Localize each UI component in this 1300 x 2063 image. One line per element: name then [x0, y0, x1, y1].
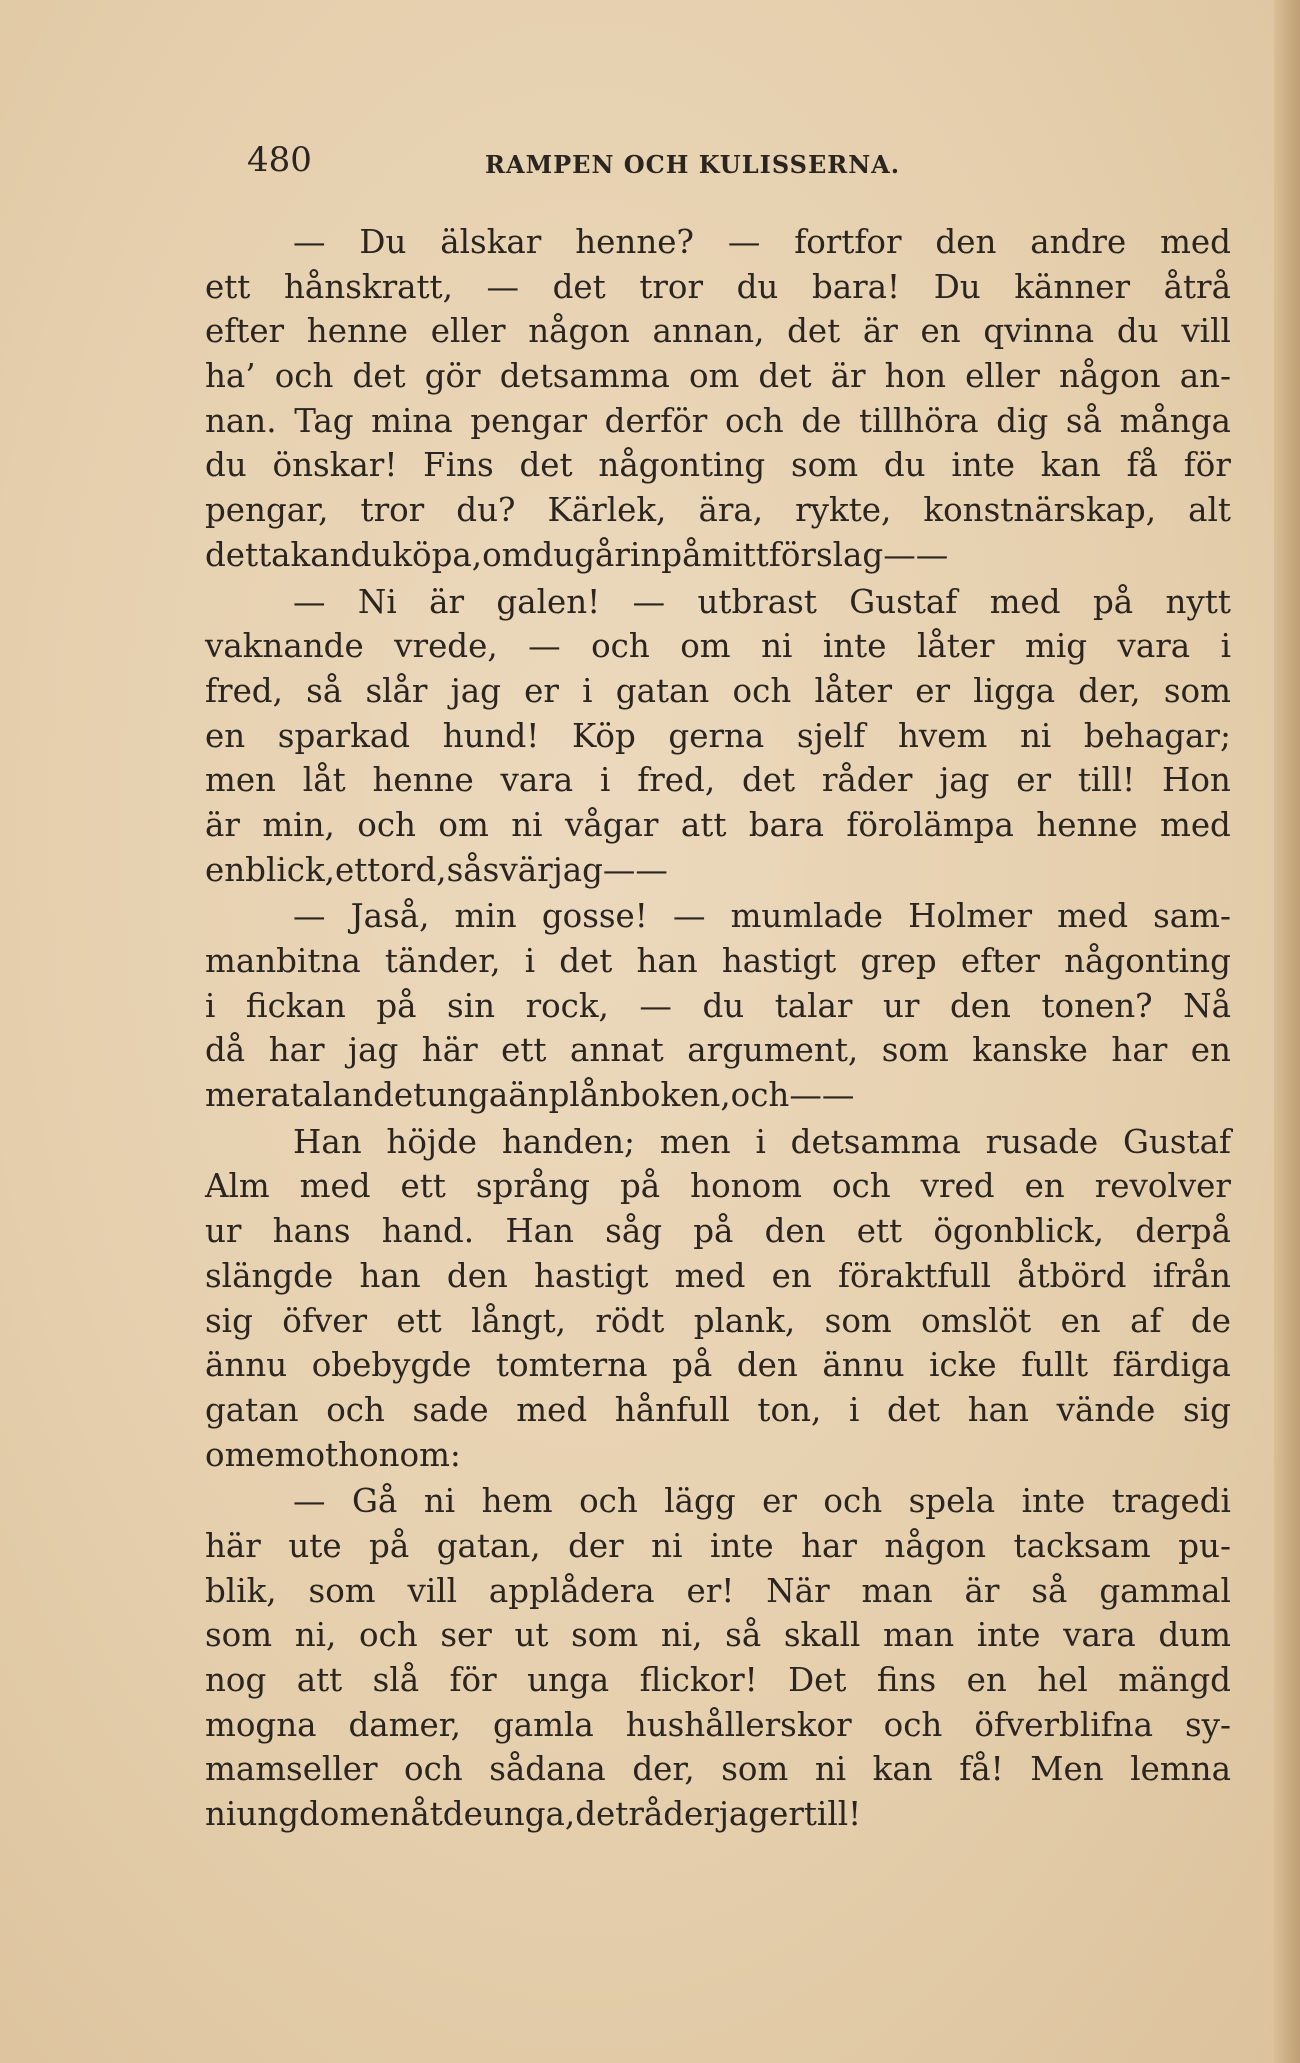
text-line: detta kan du köpa, om du går in på mitt förslag — — [205, 535, 949, 574]
paragraph [205, 894, 1231, 1117]
text-line: en blick, ett ord, så svär jag — — [205, 850, 668, 889]
text-line: i fickan på sin rock, — du talar ur den tonen? Nå [205, 986, 1231, 1025]
text-line: här ute på gatan, der ni inte har någon tacksam pu- [205, 1526, 1231, 1565]
text-line: Han höjde handen; men i detsamma rusade Gustaf [293, 1122, 1231, 1161]
text-line: men låt henne vara i fred, det råder jag er till! Hon [205, 761, 1231, 800]
text-line: ur hans hand. Han såg på den ett ögonblick, derpå [205, 1212, 1231, 1251]
text-line: ni ungdomen åt de unga, det råder jag er till! [205, 1795, 862, 1834]
text-line: — Ni är galen! — utbrast Gustaf med på nytt [293, 582, 1231, 621]
text-line: fred, så slår jag er i gatan och låter er ligga der, som [205, 671, 1231, 710]
text-line: nan. Tag mina pengar derför och de tillhöra dig så många [205, 401, 1231, 440]
text-line: då har jag här ett annat argument, som kanske har en [205, 1031, 1231, 1070]
page-header [247, 140, 1007, 190]
text-line: sig öfver ett långt, rödt plank, som omslöt en af de [205, 1301, 1231, 1340]
text-line: Alm med ett språng på honom och vred en revolver [205, 1167, 1231, 1206]
text-line: en sparkad hund! Köp gerna sjelf hvem ni behagar; [205, 716, 1231, 755]
text-line: pengar, tror du? Kärlek, ära, rykte, konstnärskap, alt [205, 491, 1231, 530]
paragraph [205, 1120, 1231, 1478]
text-line: blik, som vill applådera er! När man är så gammal [205, 1571, 1231, 1610]
text-line: — Jaså, min gosse! — mumlade Holmer med sam- [293, 897, 1231, 936]
text-line: ett hånskratt, — det tror du bara! Du känner åtrå [205, 267, 1231, 306]
body-text [205, 220, 1231, 1839]
paragraph [205, 580, 1231, 893]
text-line: — Du älskar henne? — fortfor den andre med [293, 223, 1231, 261]
text-line: nog att slå för unga flickor! Det fins en hel mängd [205, 1661, 1231, 1699]
text-line: mogna damer, gamla hushållerskor och öfverblifna sy- [205, 1705, 1231, 1744]
text-line: gatan och sade med hånfull ton, i det han vände sig [205, 1390, 1231, 1429]
text-line: — Gå ni hem och lägg er och spela inte tragedi [293, 1482, 1231, 1521]
page-edge [1274, 0, 1300, 2063]
text-line: om emot honom: [205, 1435, 461, 1474]
page-number: 480 [247, 140, 312, 180]
paragraph [205, 220, 1231, 578]
text-line: slängde han den hastigt med en föraktfull åtbörd ifrån [205, 1256, 1231, 1295]
text-line: är min, och om ni vågar att bara förolämpa henne med [205, 805, 1231, 844]
text-line: ännu obebygde tomterna på den ännu icke fullt färdiga [205, 1346, 1231, 1385]
text-line: vaknande vrede, — och om ni inte låter mig vara i [205, 627, 1231, 666]
text-line: efter henne eller någon annan, det är en qvinna du vill [205, 312, 1231, 351]
text-line: mamseller och sådana der, som ni kan få! Men lemna [205, 1750, 1231, 1789]
text-line: ha’ och det gör detsamma om det är hon eller någon an- [205, 357, 1231, 396]
text-line: mera talande tunga än plånboken, och — — [205, 1076, 855, 1115]
text-line: manbitna tänder, i det han hastigt grep efter någonting [205, 942, 1231, 980]
paragraph [205, 1479, 1231, 1837]
text-line: du önskar! Fins det någonting som du inte kan få för [205, 446, 1231, 485]
text-line: som ni, och ser ut som ni, så skall man inte vara dum [205, 1616, 1231, 1655]
running-title: RAMPEN OCH KULISSERNA. [485, 150, 901, 179]
